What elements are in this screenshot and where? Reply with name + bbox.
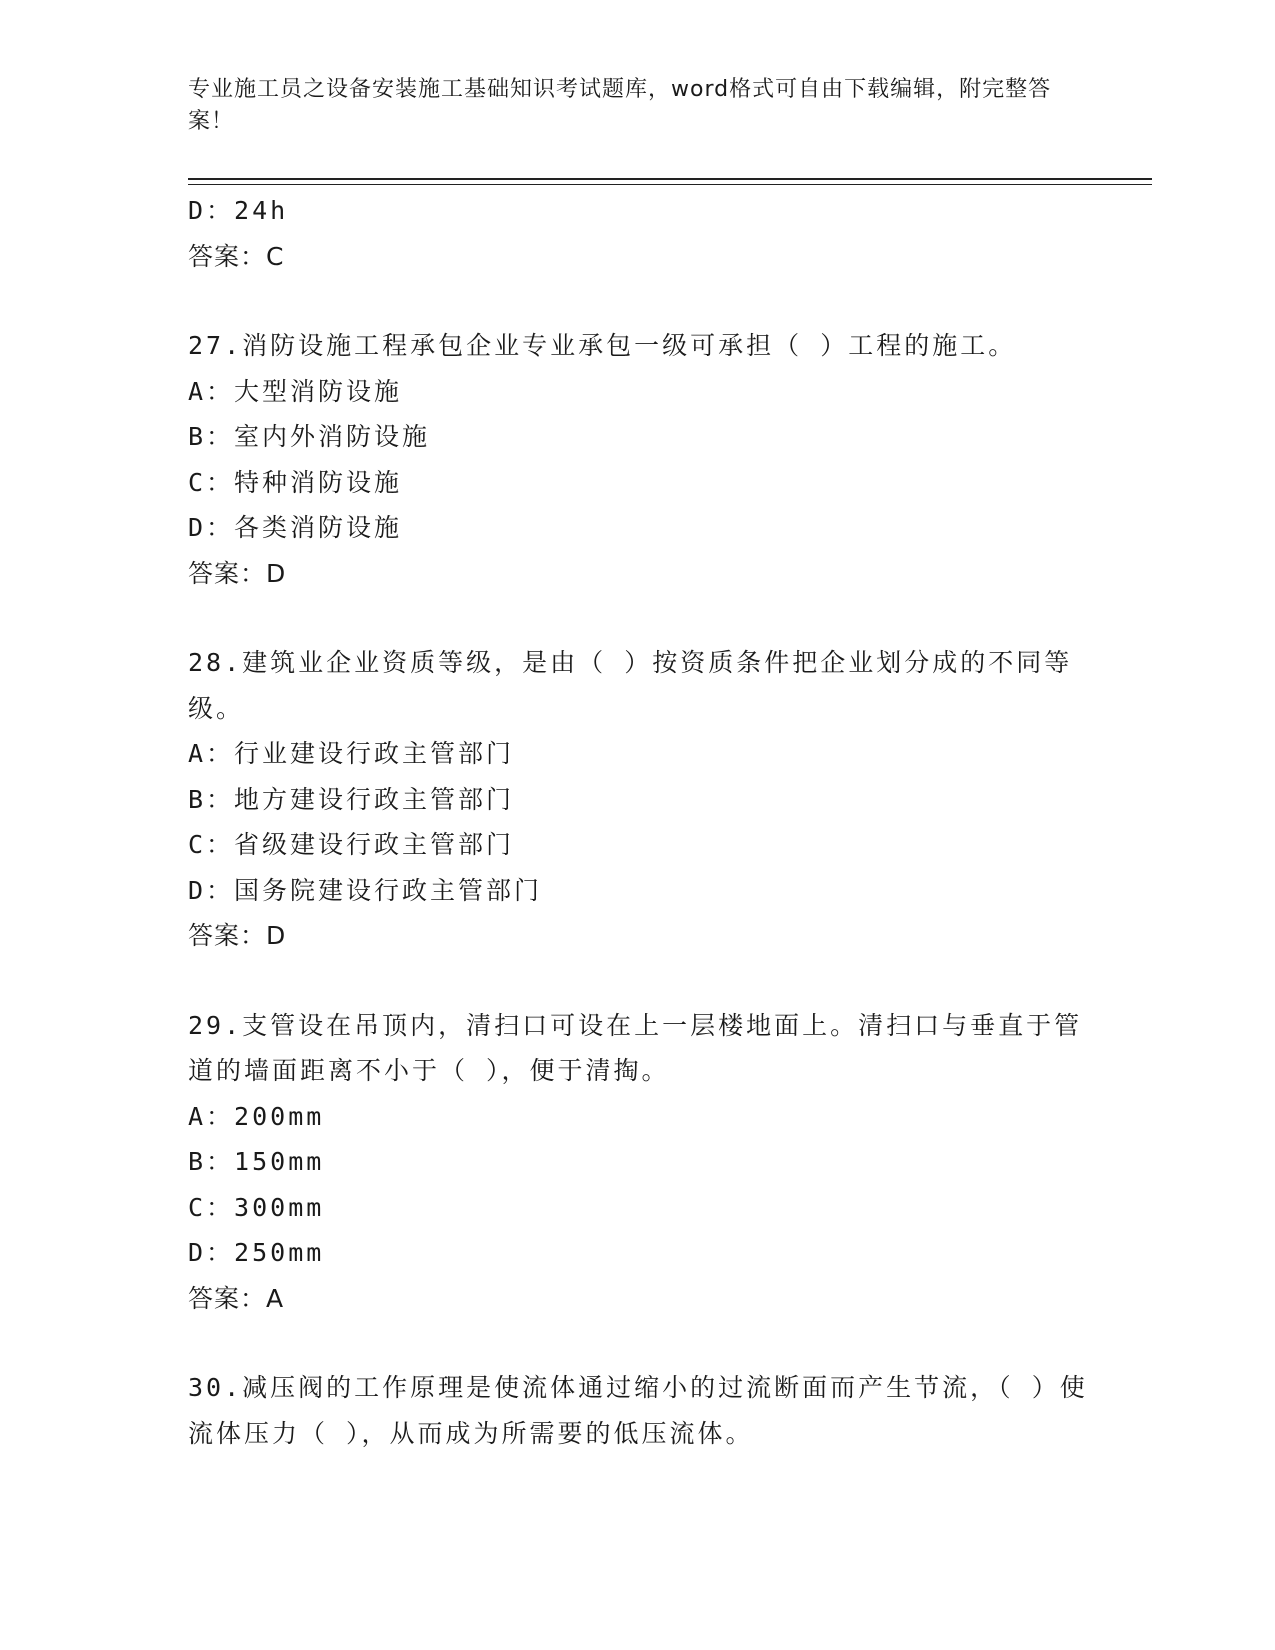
document-header: 专业施工员之设备安装施工基础知识考试题库，word格式可自由下载编辑，附完整答案！ (188, 77, 1052, 134)
document-body (188, 188, 1088, 1456)
question-gap (188, 1321, 1088, 1365)
answer: 答案：C (188, 241, 285, 271)
question-stem: 27.消防设施工程承包企业专业承包一级可承担（ ）工程的施工。 (188, 331, 1017, 360)
header-divider (188, 178, 1152, 185)
question-stem: 28.建筑业企业资质等级，是由（ ）按资质条件把企业划分成的不同等级。 (188, 648, 1073, 723)
option-a: A：大型消防设施 (188, 376, 403, 406)
option-c: C：特种消防设施 (188, 467, 403, 497)
question-gap (188, 959, 1088, 1003)
question-30 (188, 1365, 1088, 1456)
option-d: D：各类消防设施 (188, 513, 403, 542)
option-b: B：室内外消防设施 (188, 422, 431, 451)
option-d: D：250mm (188, 1238, 325, 1267)
question-stem: 29.支管设在吊顶内，清扫口可设在上一层楼地面上。清扫口与垂直于管道的墙面距离不小于（ ），便于清掏。 (188, 1010, 1083, 1085)
question-stem: 30.减压阀的工作原理是使流体通过缩小的过流断面而产生节流，（ ）使流体压力（ ），从而成为所需要的低压流体。 (188, 1373, 1088, 1448)
question-29 (188, 1003, 1088, 1322)
question-27 (188, 323, 1088, 596)
answer: 答案：D (188, 558, 287, 588)
option-d: D：24h (188, 196, 289, 225)
option-a: A：行业建设行政主管部门 (188, 739, 515, 768)
question-28 (188, 640, 1088, 959)
question-gap (188, 279, 1088, 323)
option-d: D：国务院建设行政主管部门 (188, 875, 543, 905)
answer: 答案：D (188, 921, 287, 950)
option-a: A：200mm (188, 1101, 325, 1131)
answer: 答案：A (188, 1283, 285, 1313)
question-gap (188, 596, 1088, 640)
option-c: C：300mm (188, 1192, 325, 1222)
option-b: B：地方建设行政主管部门 (188, 784, 515, 814)
option-c: C：省级建设行政主管部门 (188, 830, 515, 859)
option-b: B：150mm (188, 1147, 325, 1176)
